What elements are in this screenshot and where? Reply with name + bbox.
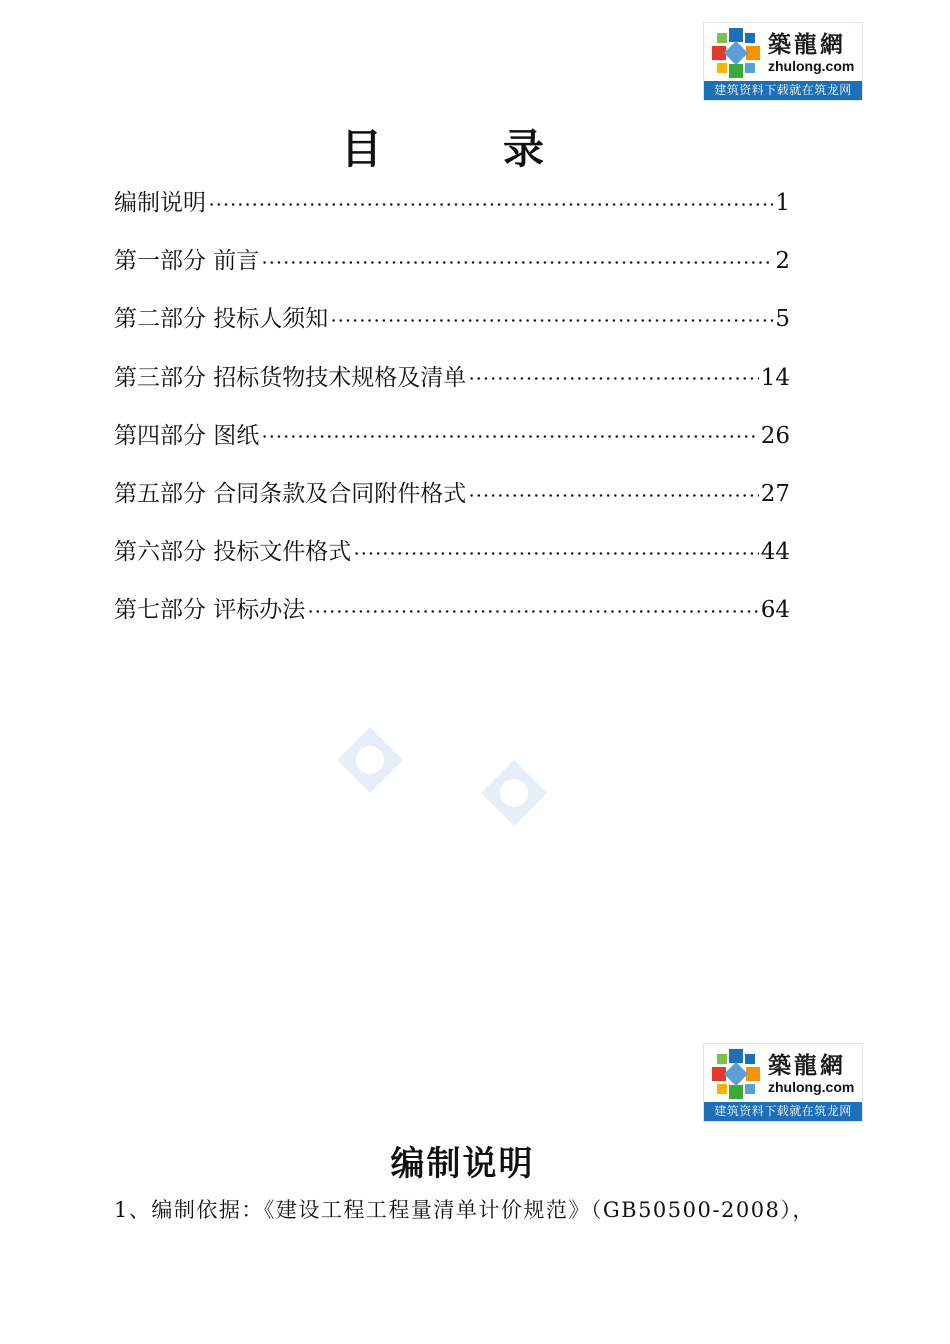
toc-entry-page: 26 [760, 422, 790, 449]
toc-entry-label: 第六部分 投标文件格式 [114, 539, 352, 566]
watermark-flower-icon [335, 725, 405, 795]
toc-entry[interactable] [114, 298, 790, 356]
toc-leader-dots [468, 494, 758, 497]
toc-entry[interactable] [114, 473, 790, 531]
toc-leader-dots [208, 203, 773, 206]
watermark-flower-icon [479, 758, 549, 828]
toc-entry-label: 第四部分 图纸 [114, 422, 260, 449]
toc-entry-label: 第一部分 前言 [114, 248, 260, 275]
toc-entry-page: 44 [760, 539, 790, 566]
toc-leader-dots [261, 435, 758, 438]
toc-entry[interactable] [114, 357, 790, 415]
table-of-contents [114, 182, 790, 648]
toc-entry-label: 编制说明 [114, 190, 206, 216]
toc-leader-dots [468, 377, 758, 380]
toc-entry-page: 27 [760, 480, 790, 507]
logo-chinese-text: 築龍網 [768, 31, 846, 58]
toc-entry-page: 14 [760, 364, 790, 391]
logo-slogan: 建筑资料下载就在筑龙网 [704, 81, 862, 100]
zhulong-flower-icon [708, 1046, 764, 1102]
section-title: 编制说明 [390, 1144, 535, 1184]
toc-leader-dots [353, 552, 758, 555]
toc-entry[interactable] [114, 589, 790, 647]
toc-entry-label: 第五部分 合同条款及合同附件格式 [114, 480, 467, 507]
section-paragraph: 1、编制依据：《建设工程工程量清单计价规范》（GB50500-2008）， [114, 1198, 815, 1222]
toc-entry-label: 第三部分 招标货物技术规格及清单 [114, 364, 467, 391]
toc-entry[interactable] [114, 415, 790, 473]
toc-leader-dots [330, 319, 773, 322]
toc-entry-label: 第二部分 投标人须知 [114, 306, 329, 333]
logo-domain-text: zhulong.com [768, 58, 855, 74]
zhulong-flower-icon [708, 25, 764, 81]
toc-entry-page: 1 [775, 190, 790, 216]
logo-slogan: 建筑资料下载就在筑龙网 [704, 1102, 862, 1121]
toc-entry-label: 第七部分 评标办法 [114, 597, 306, 624]
toc-entry-page: 2 [775, 248, 790, 275]
toc-entry[interactable] [114, 240, 790, 298]
zhulong-logo-top [703, 22, 863, 101]
toc-entry[interactable] [114, 531, 790, 589]
toc-entry[interactable] [114, 182, 790, 240]
toc-leader-dots [261, 261, 773, 264]
logo-chinese-text: 築龍網 [768, 1052, 846, 1079]
toc-leader-dots [307, 610, 758, 613]
zhulong-logo-bottom [703, 1043, 863, 1122]
toc-entry-page: 64 [760, 597, 790, 624]
toc-title: 目 录 [341, 125, 584, 173]
logo-domain-text: zhulong.com [768, 1079, 855, 1095]
toc-entry-page: 5 [775, 306, 790, 333]
